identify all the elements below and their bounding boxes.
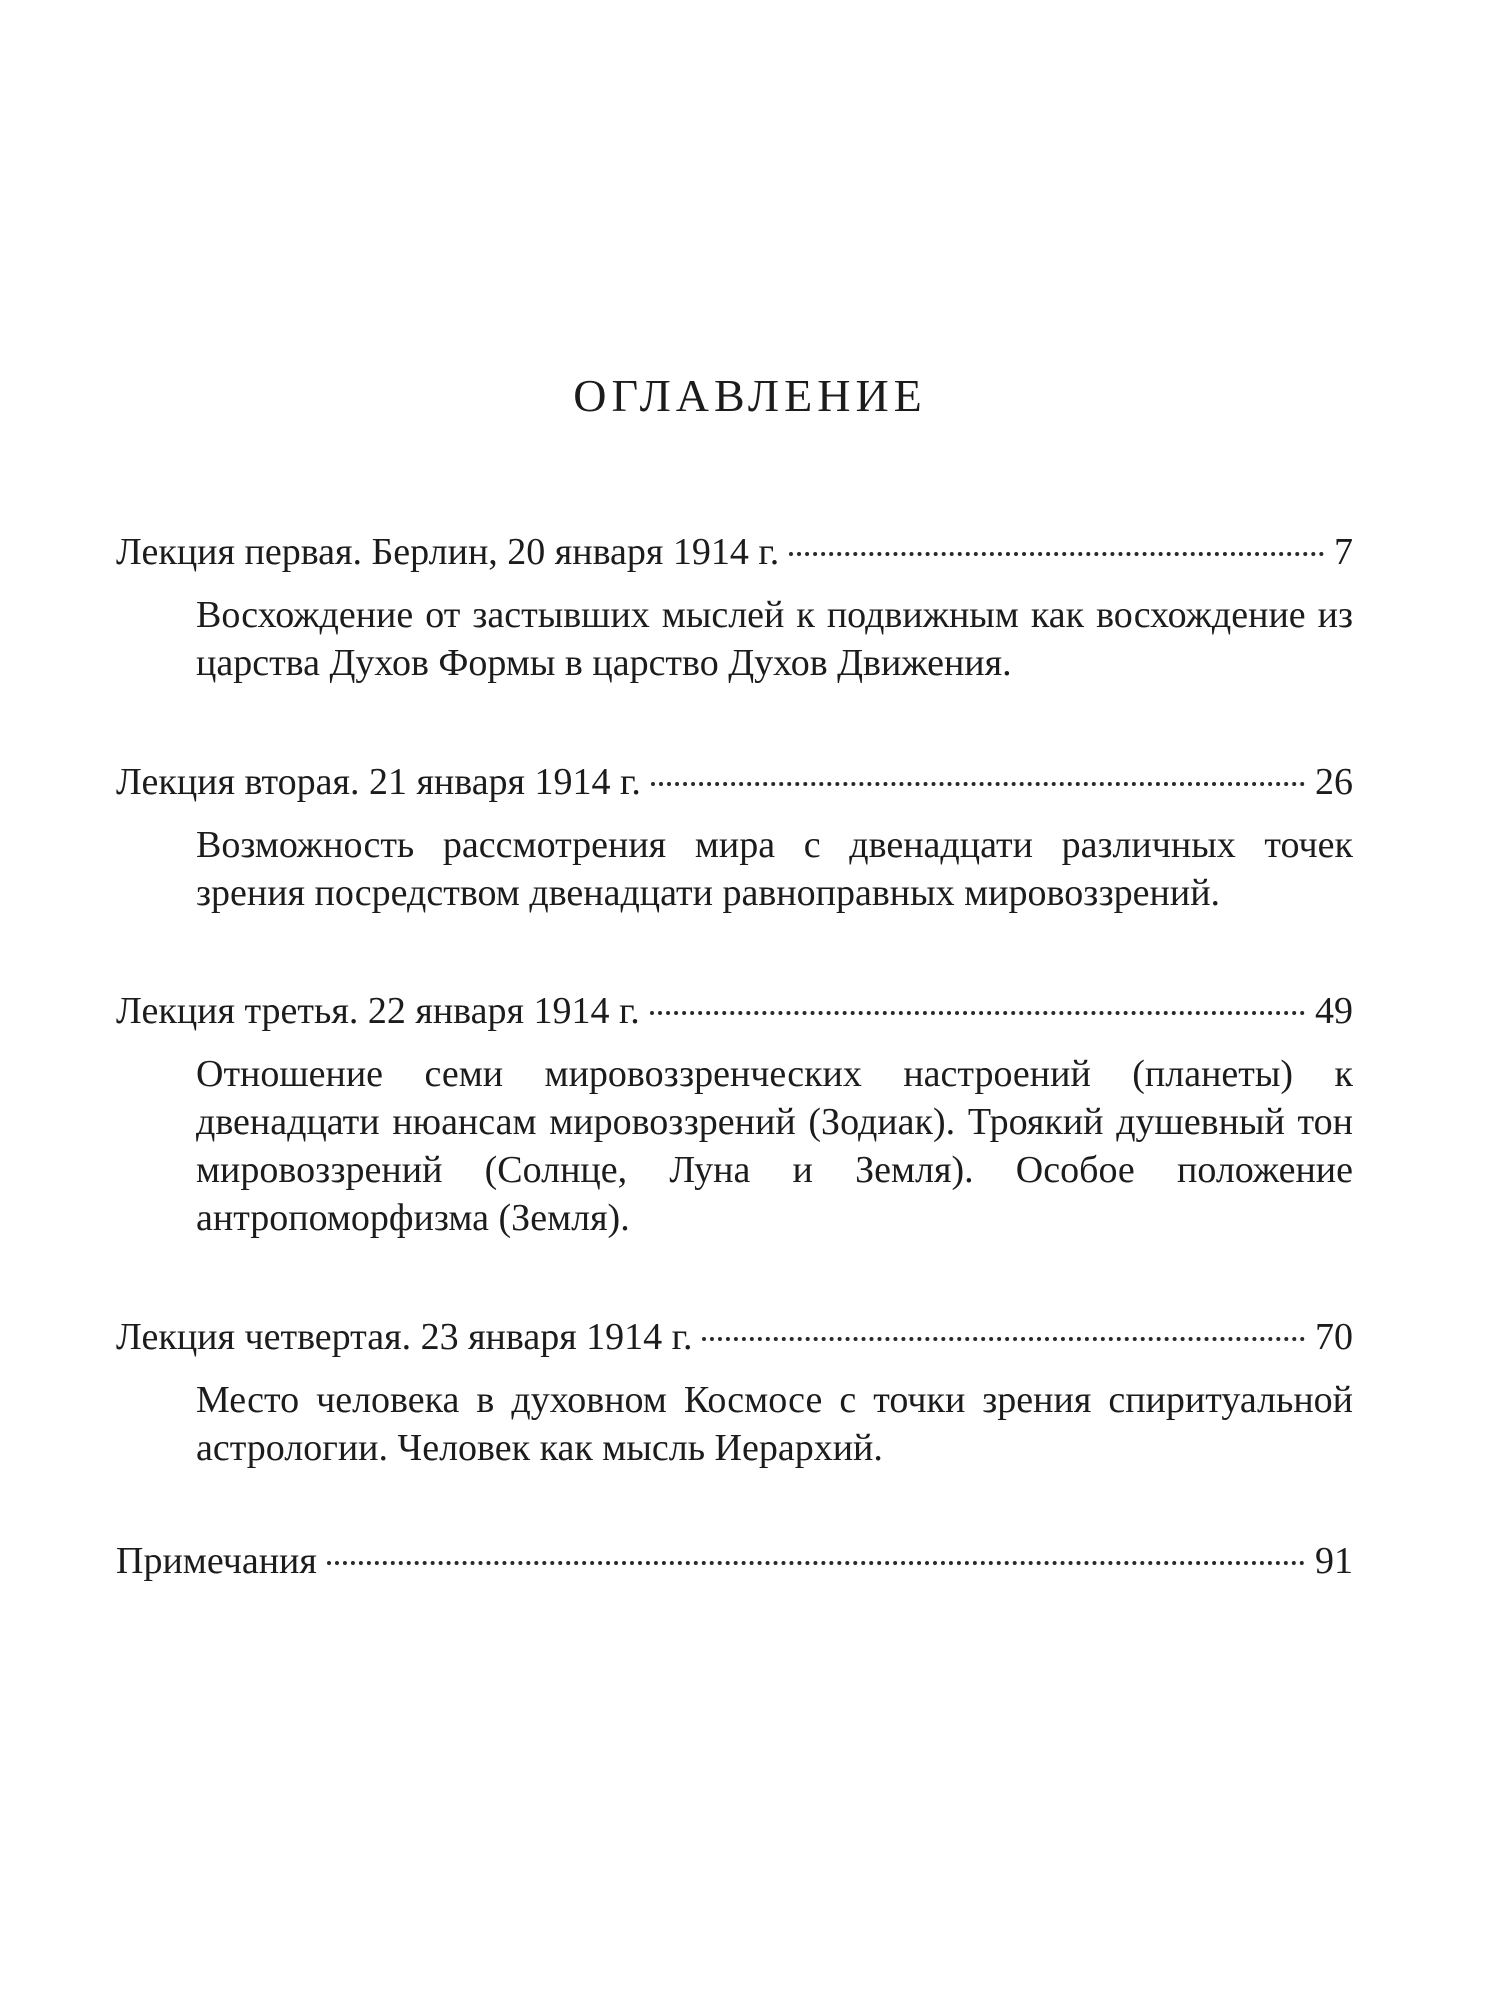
toc-page-number: 7 <box>1334 531 1353 573</box>
toc-entry-description: Отношение семи мировоззренческих настроений (планеты) к двенадцати нюансам мировоззрений (Зодиак). Троякий душевный тон мировоззрений (Солнце, Луна и Земля). Особое положение антропоморфизма (Земля). <box>196 1053 1353 1239</box>
toc-entry-label: Лекция первая. Берлин, 20 января 1914 г. <box>116 531 780 573</box>
toc-entry-line <box>116 527 1353 577</box>
toc-entry-description: Возможность рассмотрения мира с двенадцати различных точек зрения посредством двенадцати равноправных мировоззрений. <box>196 824 1353 914</box>
toc-entry-lecture-3[interactable] <box>116 986 1353 1242</box>
toc-page-number: 70 <box>1315 1316 1353 1358</box>
dot-leader <box>789 552 1324 556</box>
toc-entry-label: Лекция третья. 22 января 1914 г. <box>116 990 640 1032</box>
toc-entry-label: Лекция вторая. 21 января 1914 г. <box>116 761 641 803</box>
toc-entry-description: Место человека в духовном Космосе с точки зрения спиритуальной астрологии. Человек как мысль Иерархий. <box>196 1379 1353 1469</box>
toc-entry-label: Примечания <box>116 1540 317 1582</box>
toc-entry-label: Лекция четвертая. 23 января 1914 г. <box>116 1316 693 1358</box>
toc-entry-lecture-4[interactable] <box>116 1312 1353 1472</box>
toc-page-number: 91 <box>1315 1540 1353 1582</box>
toc-page-number: 26 <box>1315 761 1353 803</box>
toc-entry-line <box>116 757 1353 807</box>
dot-leader <box>327 1561 1305 1565</box>
toc-entry-lecture-1[interactable] <box>116 527 1353 687</box>
toc-page-number: 49 <box>1315 990 1353 1032</box>
toc-entry-line <box>116 1312 1353 1362</box>
dot-leader <box>651 782 1305 786</box>
dot-leader <box>702 1337 1305 1341</box>
toc-entry-line <box>116 986 1353 1036</box>
toc-entry-line <box>116 1536 1353 1586</box>
page-title: ОГЛАВЛЕНИЕ <box>573 370 927 421</box>
toc-entry-notes[interactable] <box>116 1536 1353 1586</box>
dot-leader <box>650 1011 1305 1015</box>
toc-entry-description: Восхождение от застывших мыслей к подвижным как восхождение из царства Духов Формы в царство Духов Движения. <box>196 594 1353 684</box>
toc-entry-lecture-2[interactable] <box>116 757 1353 917</box>
